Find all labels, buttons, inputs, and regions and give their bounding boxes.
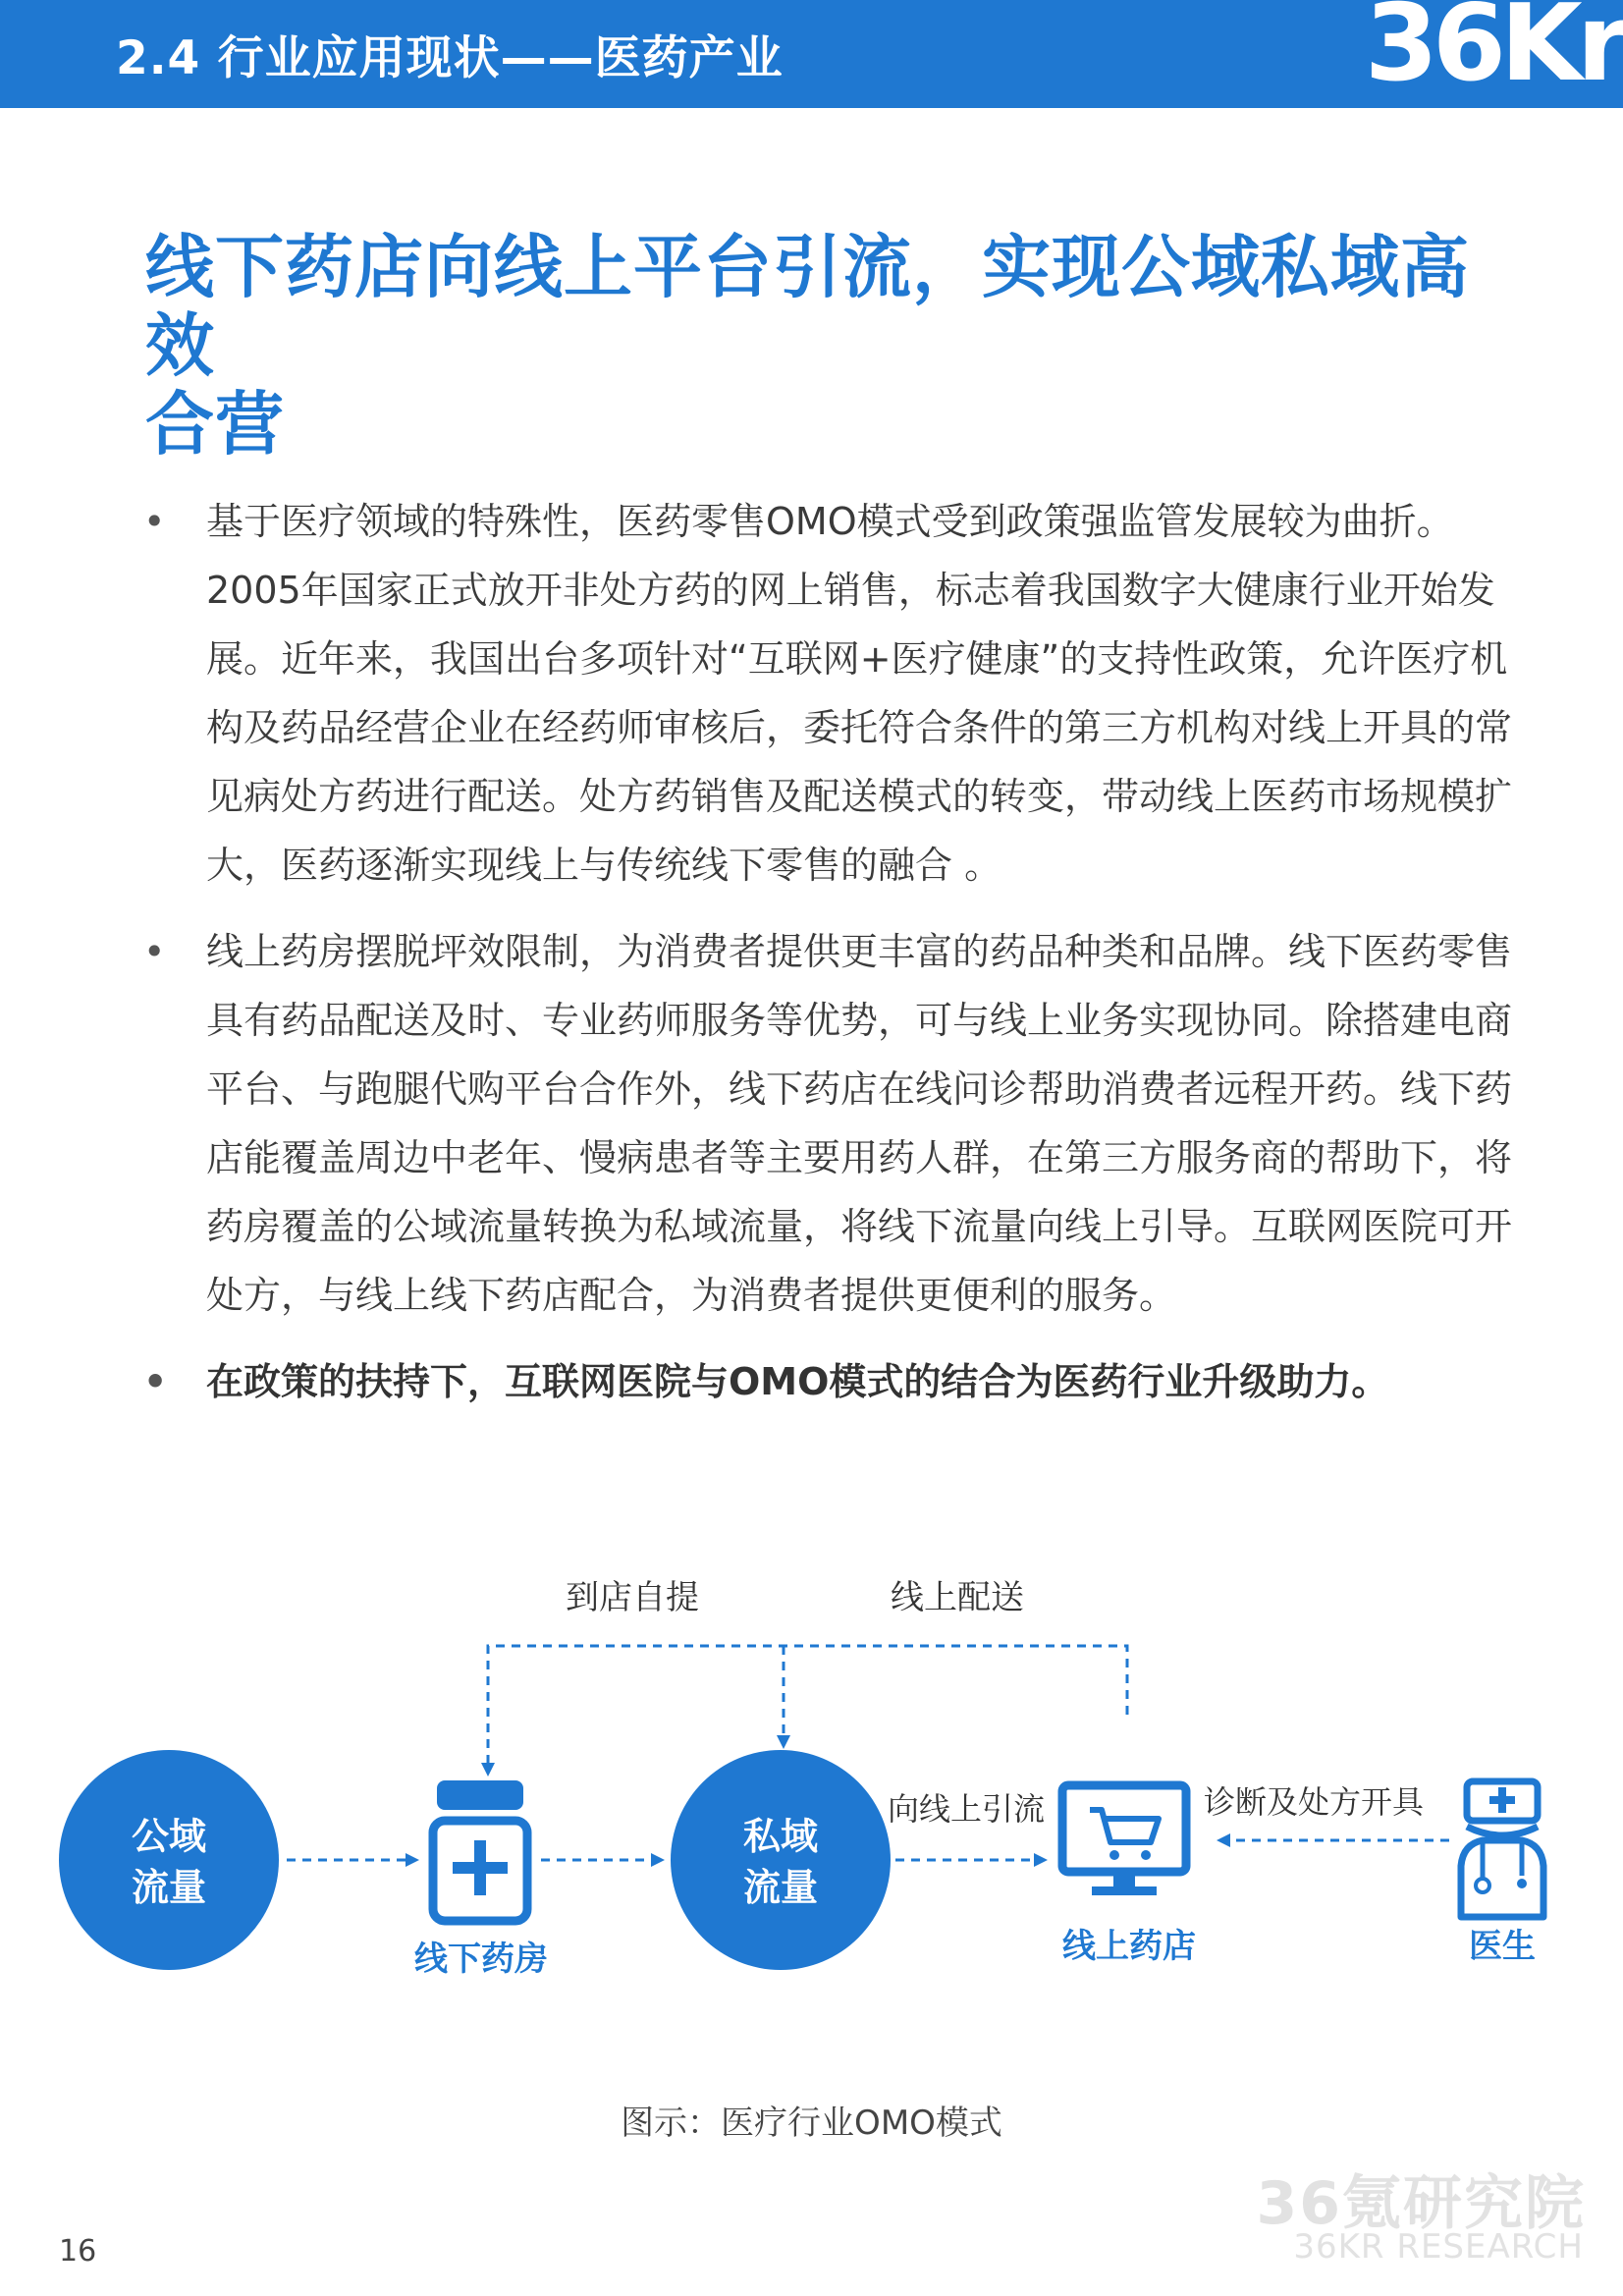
page-number: 16 [59,2234,97,2269]
bullet-item [137,487,1512,900]
doctor-label: 医生 [1469,1927,1536,1966]
online-pharmacy-label: 线上药店 [1062,1927,1196,1966]
bullet-item-highlight [137,1347,1512,1416]
private-traffic-node [671,1750,891,1970]
doctor-icon [1461,1781,1543,1917]
watermark-en: 36KR RESEARCH [1293,2227,1584,2267]
online-delivery-label: 线上配送 [891,1578,1024,1617]
section-title: 2.4 行业应用现状——医药产业 [116,31,784,85]
bullet-text: 在政策的扶持下，互联网医院与OMO模式的结合为医药行业升级助力。 [206,1360,1389,1403]
in-store-pickup-label: 到店自提 [566,1578,699,1617]
page-title-line2: 合营 [145,384,285,465]
bullet-marker: • [143,500,166,543]
header-bar [0,0,1623,108]
bullet-marker: • [143,930,166,973]
brand-logo[interactable]: 36Kr [1364,0,1623,105]
bullet-marker: • [143,1360,168,1403]
omo-flow-diagram [0,1532,1623,2003]
bullet-item [137,917,1512,1330]
bullet-list [137,487,1512,1434]
diagnosis-label: 诊断及处方开具 [1203,1783,1425,1821]
private-traffic-line2: 流量 [742,1866,819,1909]
offline-pharmacy-label: 线下药房 [414,1940,548,1979]
public-traffic-line2: 流量 [131,1866,207,1909]
page-title [145,228,1520,464]
figure-caption: 图示：医疗行业OMO模式 [621,2104,1002,2143]
bullet-text: 基于医疗领域的特殊性，医药零售OMO模式受到政策强监管发展较为曲折。2005年国家正式放开非处方药的网上销售，标志着我国数字大健康行业开始发展。近年来，我国出台多项针对“互联网+医疗健康”的支持性政策，允许医疗机构及药品经营企业在经药师审核后，委托符合条件的第三方机构对线上开具的常见病处方药进行配送。处方药销售及配送模式的转变，带动线上医药市场规模扩大，医药逐渐实现线上与传统线下零售的融合 。 [206,500,1513,887]
public-traffic-node [59,1750,279,1970]
computer-cart-icon [1062,1785,1186,1895]
watermark-cn: 36氪研究院 [1256,2169,1586,2238]
page-title-line1: 线下药店向线上平台引流，实现公域私域高效 [145,227,1470,386]
public-traffic-line1: 公域 [131,1815,207,1858]
bullet-text: 线上药房摆脱坪效限制，为消费者提供更丰富的药品种类和品牌。线下医药零售具有药品配送及时、专业药师服务等优势，可与线上业务实现协同。除搭建电商平台、与跑腿代购平台合作外，线下药店在线问诊帮助消费者远程开药。线下药店能覆盖周边中老年、慢病患者等主要用药人群，在第三方服务商的帮助下，将药房覆盖的公域流量转换为私域流量，将线下流量向线上引导。互联网医院可开处方，与线上线下药店配合，为消费者提供更便利的服务。 [206,930,1513,1317]
private-traffic-line1: 私域 [742,1815,819,1858]
online-diversion-label: 向线上引流 [887,1790,1046,1828]
medicine-bottle-icon [433,1780,527,1921]
